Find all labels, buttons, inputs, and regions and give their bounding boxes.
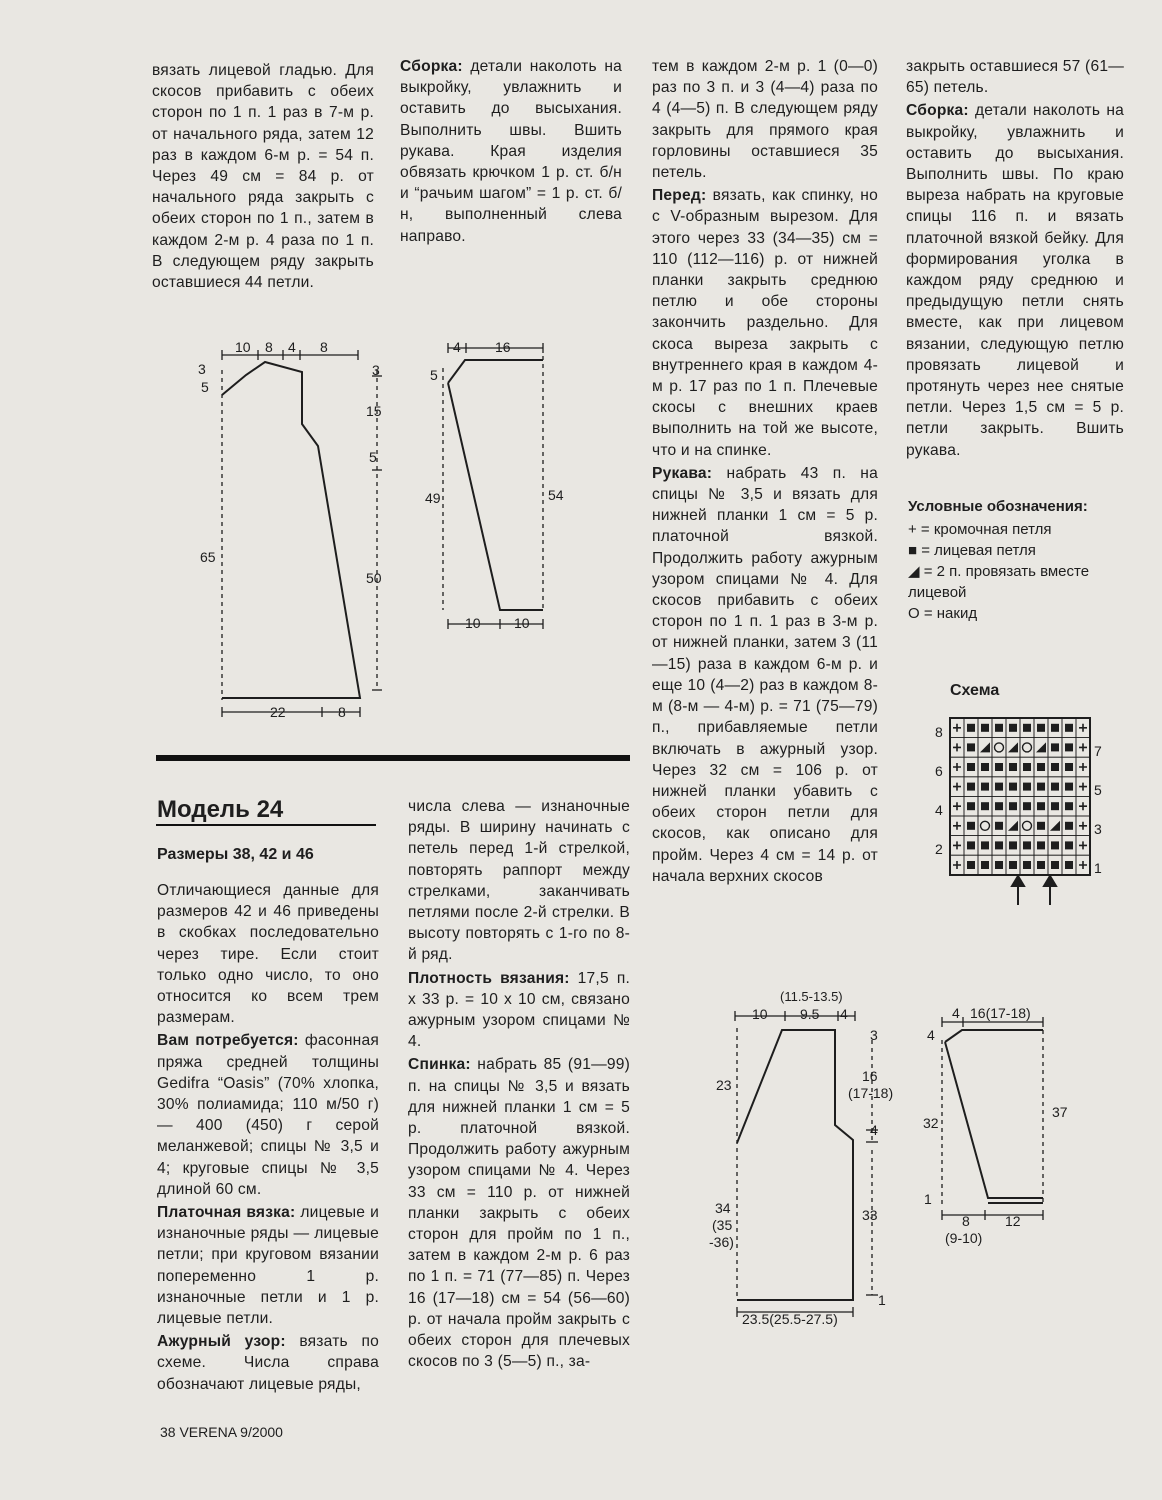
- edge-stitch-icon: [1079, 802, 1087, 810]
- chart-row-label: 5: [1094, 782, 1102, 798]
- knit-stitch-icon: [1065, 822, 1073, 830]
- page-footer: 38 VERENA 9/2000: [160, 1424, 283, 1440]
- edge-stitch-icon: [1079, 743, 1087, 751]
- dim-label: 37: [1052, 1104, 1068, 1120]
- arrow-head-icon: [1044, 876, 1056, 886]
- knit-stitch-icon: [1037, 841, 1045, 849]
- label-materials: Вам потребуется:: [157, 1032, 299, 1050]
- knit-stitch-icon: [1065, 724, 1073, 732]
- knit-stitch-icon: [1051, 841, 1059, 849]
- knit-stitch-icon: [981, 861, 989, 869]
- dim-label: 4: [952, 1005, 960, 1021]
- dim-label: 12: [1005, 1213, 1021, 1229]
- edge-stitch-icon: [1079, 822, 1087, 830]
- chart-row-label: 4: [935, 802, 943, 818]
- dim-label: (35: [712, 1217, 733, 1233]
- paragraph: вязать по схеме. Числа справа обозначают лицевые ряды,: [157, 1333, 379, 1393]
- legend-item: + = кромочная петля: [908, 521, 1052, 538]
- dim-label: 16: [862, 1068, 878, 1084]
- dim-label: 5: [430, 367, 438, 383]
- paragraph: тем в каждом 2-м р. 1 (0—0) раз по 3 п. и 3 (4—4) раза по 4 (4—5) п. В следующем ряду закрыть для прямого края горловины оставшиеся 35 петель.: [652, 58, 878, 182]
- paragraph: 17,5 п. х 33 р. = 10 х 10 см, связано ажурным узором спицами № 4.: [408, 969, 630, 1051]
- label-garter: Платочная вязка:: [157, 1204, 296, 1222]
- dim-label: 4: [288, 339, 296, 355]
- yarn-over-icon: [1023, 743, 1032, 752]
- knit-stitch-icon: [1009, 724, 1017, 732]
- dim-label: (17-18): [848, 1085, 894, 1101]
- knit-stitch-icon: [995, 724, 1003, 732]
- knit-stitch-icon: [1009, 841, 1017, 849]
- dim-label: 10: [752, 1006, 768, 1022]
- label-sleeves: Рукава:: [652, 464, 713, 482]
- knit-stitch-icon: [1023, 841, 1031, 849]
- diagram-sleeve-pattern-2: [942, 1017, 1043, 1220]
- knit-stitch-icon: [1051, 783, 1059, 791]
- knit-stitch-icon: [1009, 763, 1017, 771]
- k2tog-icon: [1036, 742, 1046, 752]
- chart-row-label: 8: [935, 724, 943, 740]
- dim-label: (9-10): [945, 1230, 983, 1246]
- dim-label: (11.5-13.5): [780, 989, 843, 1004]
- dim-label: 1: [878, 1292, 886, 1308]
- knit-stitch-icon: [995, 841, 1003, 849]
- knit-stitch-icon: [1023, 861, 1031, 869]
- knit-stitch-icon: [1037, 822, 1045, 830]
- knit-stitch-icon: [981, 802, 989, 810]
- label-front: Перед:: [652, 187, 707, 205]
- legend-item: ■ = лицевая петля: [908, 542, 1036, 559]
- label-assembly: Сборка:: [906, 102, 969, 120]
- dim-label: 9.5: [800, 1006, 820, 1022]
- dim-label: 54: [548, 487, 564, 503]
- dim-label: 65: [200, 549, 216, 565]
- knitting-chart: [935, 718, 1102, 905]
- knit-stitch-icon: [967, 743, 975, 751]
- chart-row-label: 3: [1094, 821, 1102, 837]
- knit-stitch-icon: [1023, 783, 1031, 791]
- edge-stitch-icon: [1079, 783, 1087, 791]
- dim-label: 5: [201, 379, 209, 395]
- dim-label: 4: [927, 1027, 935, 1043]
- knit-stitch-icon: [1065, 861, 1073, 869]
- edge-stitch-icon: [953, 783, 961, 791]
- yarn-over-icon: [981, 821, 990, 830]
- knit-stitch-icon: [1065, 783, 1073, 791]
- knit-stitch-icon: [1023, 763, 1031, 771]
- knit-stitch-icon: [1065, 743, 1073, 751]
- sizes-title: Размеры 38, 42 и 46: [157, 846, 314, 863]
- knit-stitch-icon: [1065, 802, 1073, 810]
- model-title: Модель 24: [157, 796, 284, 823]
- knit-stitch-icon: [1037, 861, 1045, 869]
- label-lace: Ажурный узор:: [157, 1333, 286, 1351]
- dim-label: 33: [862, 1207, 878, 1223]
- knit-stitch-icon: [1051, 861, 1059, 869]
- paragraph: вязать, как спинку, но с V-образным вырезом. Для этого через 33 (34—35) см = 110 (112—116) р. от нижней планки закрыть среднюю петлю и обе стороны закончить раздельно. Для скоса выреза закрыть с внутреннего края в каждом 4-м р. 17 раз по 1 п. Плечевые скосы с внешних краев выполнить на той же высоте, что и на спинке.: [652, 187, 878, 459]
- edge-stitch-icon: [953, 841, 961, 849]
- knit-stitch-icon: [1037, 763, 1045, 771]
- edge-stitch-icon: [1079, 724, 1087, 732]
- paragraph: детали наколоть на выкройку, увлажнить и оставить до высыхания. Выполнить швы. Вшить рукава. Края изделия обвязать крючком 1 р. ст. б/н и “рачьим шагом” = 1 р. ст. б/н, выполненный слева направо.: [400, 58, 622, 245]
- chart-row-label: 1: [1094, 860, 1102, 876]
- edge-stitch-icon: [953, 861, 961, 869]
- dim-label: 50: [366, 570, 382, 586]
- dim-label: 15: [366, 403, 382, 419]
- paragraph: фасонная пряжа средней толщины Gedifra “Oasis” (70% хлопка, 30% полиамида; 110 м/50 г) — 400 (450) г серой меланжевой; спицы № 3,5 и 4; круговые спицы № 3,5 длиной 60 см.: [157, 1032, 379, 1198]
- knit-stitch-icon: [967, 802, 975, 810]
- legend-item: ◢ = 2 п. провязать вместе лицевой: [908, 563, 1090, 601]
- dim-label: 8: [962, 1213, 970, 1229]
- knit-stitch-icon: [1051, 743, 1059, 751]
- knit-stitch-icon: [995, 822, 1003, 830]
- label-gauge: Плотность вязания:: [408, 969, 570, 987]
- edge-stitch-icon: [1079, 841, 1087, 849]
- knit-stitch-icon: [981, 724, 989, 732]
- knit-stitch-icon: [1023, 724, 1031, 732]
- dim-label: 3: [870, 1027, 878, 1043]
- diagram-back-pattern: [222, 350, 382, 717]
- knit-stitch-icon: [1009, 861, 1017, 869]
- dim-label: 1: [924, 1191, 932, 1207]
- legend-title: Условные обозначения:: [908, 498, 1088, 515]
- dim-label: 8: [338, 704, 346, 720]
- knit-stitch-icon: [1065, 763, 1073, 771]
- paragraph: вязать лицевой гладью. Для скосов прибавить с обеих сторон по 1 п. 1 раз в 7-м р. от начального ряда, затем 12 раз в каждом 6-м р. = 54 п. Через 49 см = 84 р. от начального ряда закрыть с обеих сторон по 1 п., затем в каждом 2-м р. 4 раза по 1 п. В следующем ряду закрыть оставшиеся 44 петли.: [152, 62, 374, 292]
- k2tog-icon: [1008, 742, 1018, 752]
- edge-stitch-icon: [953, 802, 961, 810]
- yarn-over-icon: [995, 743, 1004, 752]
- knit-stitch-icon: [1037, 802, 1045, 810]
- dim-label: 34: [715, 1200, 731, 1216]
- dim-label: 5: [369, 449, 377, 465]
- arrow-head-icon: [1012, 876, 1024, 886]
- chart-row-label: 6: [935, 763, 943, 779]
- dim-label: 3: [372, 362, 380, 378]
- dim-label: 8: [320, 339, 328, 355]
- k2tog-icon: [1008, 821, 1018, 831]
- knit-stitch-icon: [967, 822, 975, 830]
- paragraph: числа слева — изнаночные ряды. В ширину начинать с петель перед 1-й стрелкой, повторять раппорт между стрелками, заканчивать петлями после 2-й стрелки. В высоту повторять с 1-го по 8-й ряд.: [408, 798, 630, 964]
- knit-stitch-icon: [995, 763, 1003, 771]
- paragraph: набрать 43 п. на спицы № 3,5 и вязать для нижней планки 1 см = 5 р. платочной вязкой. Продолжить работу ажурным узором спицами № 4. Для скосов прибавить с обеих сторон по 1 п. 1 раз в 3-м р. от нижней планки, затем 3 (11—15) раза в каждом 6-м р. и еще 10 (4—2) раз в каждом 8-м (8-м — 4-м) р. = 71 (75—79) п., прибавляемые петли включать в ажурный узор. Через 32 см = 106 р. от нижней планки убавить с обеих сторон петли для скосов, как описано для пройм. Через 4 см = 14 р. от начала верхних скосов: [652, 464, 878, 885]
- schema-title: Схема: [950, 682, 1000, 699]
- paragraph: набрать 85 (91—99) п. на спицы № 3,5 и вязать для нижней планки 1 см = 5 р. платочной вязкой. Продолжить работу ажурным узором спицами № 4. Через 33 см = 110 р. от нижней планки закрыть с обеих сторон для пройм по 1 п., затем в каждом 2-м р. 6 раз по 1 п. = 71 (77—85) п. Через 16 (17—18) см = 54 (56—60) р. от начала пройм закрыть с обеих сторон для плечевых скосов по 3 (5—5) п., за-: [408, 1056, 630, 1371]
- dim-label: 16(17-18): [970, 1005, 1031, 1021]
- paragraph: закрыть оставшиеся 57 (61—65) петель.: [906, 58, 1124, 97]
- knit-stitch-icon: [981, 841, 989, 849]
- dim-label: 3: [198, 361, 206, 377]
- knit-stitch-icon: [1009, 802, 1017, 810]
- edge-stitch-icon: [953, 743, 961, 751]
- edge-stitch-icon: [1079, 861, 1087, 869]
- knit-stitch-icon: [995, 783, 1003, 791]
- k2tog-icon: [980, 742, 990, 752]
- diagram-front-pattern: [735, 1011, 878, 1317]
- dim-label: 49: [425, 490, 441, 506]
- dim-label: -36): [709, 1234, 734, 1250]
- knit-stitch-icon: [967, 841, 975, 849]
- yarn-over-icon: [1023, 821, 1032, 830]
- dim-label: 23.5(25.5-27.5): [742, 1311, 838, 1327]
- knit-stitch-icon: [1051, 763, 1059, 771]
- dim-label: 16: [495, 339, 511, 355]
- knit-stitch-icon: [967, 861, 975, 869]
- edge-stitch-icon: [1079, 763, 1087, 771]
- paragraph: Отличающиеся данные для размеров 42 и 46 приведены в скобках последовательно через тире. Если стоит только одно число, то оно относится ко всем трем размерам.: [157, 882, 379, 1027]
- dim-label: 8: [265, 339, 273, 355]
- legend-item: О = накид: [908, 605, 978, 622]
- knit-stitch-icon: [1037, 783, 1045, 791]
- dim-label: 10: [235, 339, 251, 355]
- knit-stitch-icon: [995, 861, 1003, 869]
- knit-stitch-icon: [1009, 783, 1017, 791]
- knit-stitch-icon: [1065, 841, 1073, 849]
- edge-stitch-icon: [953, 822, 961, 830]
- knit-stitch-icon: [967, 763, 975, 771]
- dim-label: 32: [923, 1115, 939, 1131]
- knit-stitch-icon: [995, 802, 1003, 810]
- dim-label: 10: [465, 615, 481, 631]
- knit-stitch-icon: [967, 783, 975, 791]
- knit-stitch-icon: [1023, 802, 1031, 810]
- edge-stitch-icon: [953, 763, 961, 771]
- knit-stitch-icon: [981, 763, 989, 771]
- knit-stitch-icon: [1037, 724, 1045, 732]
- paragraph: лицевые и изнаночные ряды — лицевые петли; при круговом вязании попеременно 1 р. изнаночные петли и 1 р. лицевые петли.: [157, 1204, 380, 1328]
- knit-stitch-icon: [1051, 802, 1059, 810]
- diagram-sleeve-pattern: [443, 343, 543, 629]
- k2tog-icon: [1050, 821, 1060, 831]
- label-assembly: Сборка:: [400, 58, 463, 75]
- dim-label: 23: [716, 1077, 732, 1093]
- knit-stitch-icon: [967, 724, 975, 732]
- edge-stitch-icon: [953, 724, 961, 732]
- chart-row-label: 7: [1094, 743, 1102, 759]
- chart-row-label: 2: [935, 841, 943, 857]
- label-back: Спинка:: [408, 1056, 471, 1074]
- paragraph: детали наколоть на выкройку, увлажнить и оставить до высыхания. Выполнить швы. По краю выреза набрать на круговые спицы 116 п. и вязать платочной вязкой бейку. Для формирования уголка в каждом ряду среднюю и предыдущую петли снять вместе, как при лицевом вязании, следующую петлю провязать лицевой и протянуть через нее снятые петли. Через 1,5 см = 5 р. петли закрыть. Вшить рукава.: [906, 102, 1124, 459]
- dim-label: 22: [270, 704, 286, 720]
- dim-label: 4: [453, 339, 461, 355]
- knit-stitch-icon: [981, 783, 989, 791]
- dim-label: 4: [870, 1122, 878, 1138]
- knit-stitch-icon: [1051, 724, 1059, 732]
- dim-label: 10: [514, 615, 530, 631]
- dim-label: 4: [840, 1006, 848, 1022]
